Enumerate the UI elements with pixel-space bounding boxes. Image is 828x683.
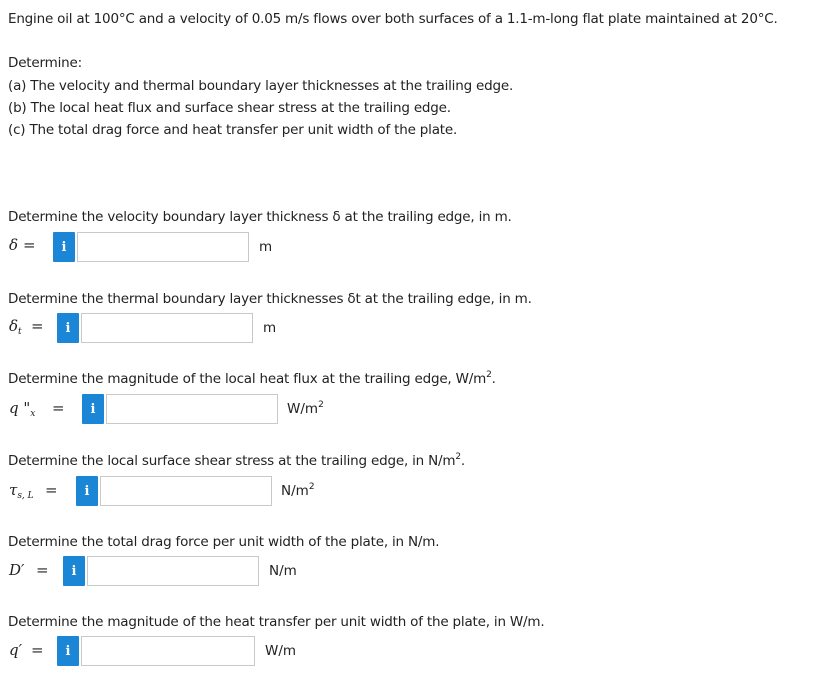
- question-4-prompt: Determine the local surface shear stress at the trailing edge, in $N/m^2$.: [8, 452, 465, 469]
- question-6-prompt: Determine the magnitude of the heat transfer per unit width of the plate, in W/m.: [8, 614, 545, 630]
- question-6-equals: =: [31, 641, 44, 659]
- question-4-symbol: $\tau_{s, L}$: [9, 481, 34, 501]
- info-button-4[interactable]: i: [76, 476, 98, 506]
- question-3-prompt: Determine the magnitude of the local heat flux at the trailing edge, $W/m^2$.: [8, 370, 496, 387]
- question-3-equals: =: [52, 399, 65, 417]
- question-6-input[interactable]: [81, 636, 255, 666]
- question-1-equals: =: [23, 236, 36, 254]
- info-button-5[interactable]: i: [63, 556, 85, 586]
- question-1-prompt: Determine the velocity boundary layer thickness δ at the trailing edge, in m.: [8, 209, 512, 225]
- question-3-input[interactable]: [106, 394, 278, 424]
- part-b: (b) The local heat flux and surface shear stress at the trailing edge.: [8, 100, 451, 116]
- question-2-unit: m: [263, 320, 277, 336]
- part-a: (a) The velocity and thermal boundary layer thicknesses at the trailing edge.: [8, 78, 514, 94]
- question-4-equals: =: [45, 481, 58, 499]
- question-1-symbol: δ: [9, 236, 19, 254]
- question-2-symbol: $\delta_t$: [9, 317, 22, 337]
- question-4-unit: $N/m^2$: [281, 482, 315, 499]
- question-5-unit: N/m: [269, 563, 297, 579]
- question-2-prompt: Determine the thermal boundary layer thicknesses δt at the trailing edge, in m.: [8, 291, 532, 307]
- question-5-equals: =: [36, 561, 49, 579]
- question-5-prompt: Determine the total drag force per unit width of the plate, in N/m.: [8, 534, 440, 550]
- question-2-input[interactable]: [81, 313, 253, 343]
- question-5-symbol: D′: [9, 561, 25, 579]
- determine-label: Determine:: [8, 55, 82, 71]
- question-3-symbol: q "$_x$: [9, 399, 36, 419]
- question-1-input[interactable]: [77, 232, 249, 262]
- question-4-input[interactable]: [100, 476, 272, 506]
- question-2-equals: =: [31, 317, 44, 335]
- question-3-unit: $W/m^2$: [287, 400, 324, 417]
- question-5-input[interactable]: [87, 556, 259, 586]
- info-button-1[interactable]: i: [53, 232, 75, 262]
- question-6-symbol: q′: [9, 641, 23, 659]
- problem-statement: Engine oil at 100°C and a velocity of 0.05 m/s flows over both surfaces of a 1.1-m-long flat plate maintained at 20°C.: [8, 11, 778, 27]
- info-button-2[interactable]: i: [57, 313, 79, 343]
- question-6-unit: W/m: [265, 643, 297, 659]
- question-1-unit: m: [259, 239, 273, 255]
- part-c: (c) The total drag force and heat transfer per unit width of the plate.: [8, 122, 458, 138]
- info-button-6[interactable]: i: [57, 636, 79, 666]
- info-button-3[interactable]: i: [82, 394, 104, 424]
